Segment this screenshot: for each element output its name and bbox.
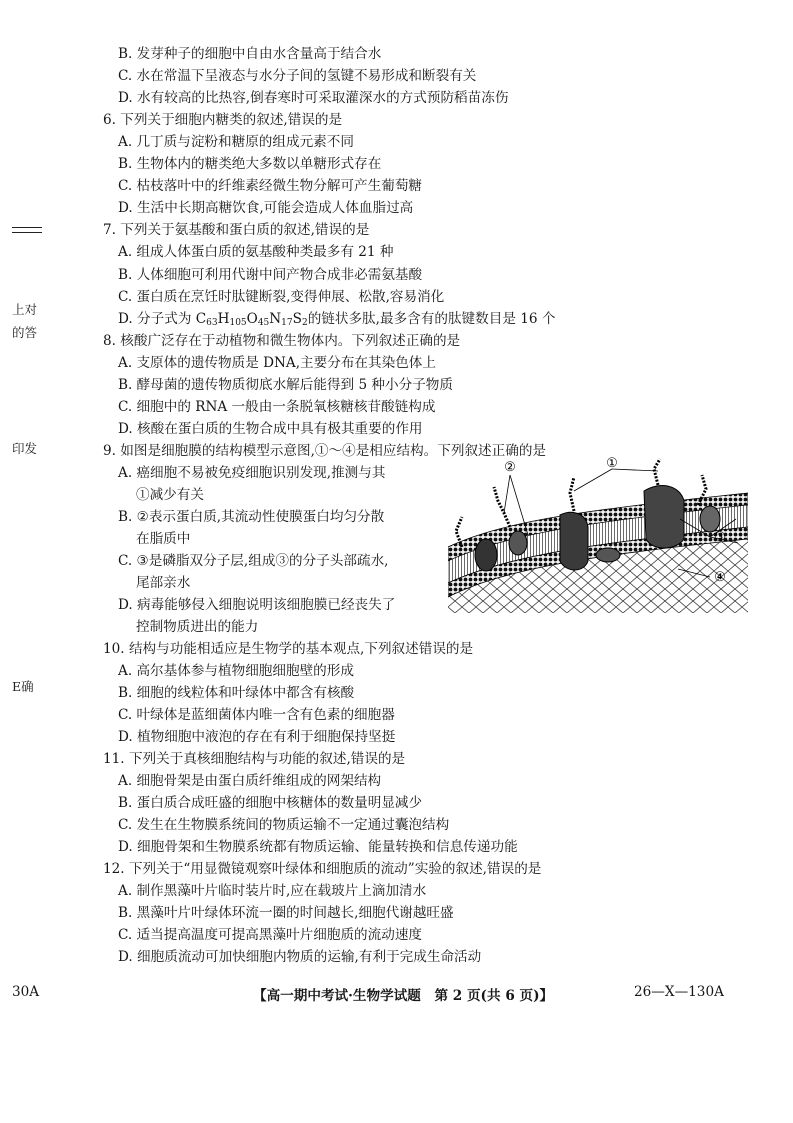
q11-option-a: A. 细胞骨架是由蛋白质纤维组成的网架结构: [118, 773, 382, 789]
sugar-chain-2: [570, 477, 574, 511]
protein-mid: [596, 548, 620, 562]
q7-option-a: A. 组成人体蛋白质的氨基酸种类最多有 21 种: [118, 244, 394, 260]
q8-option-b: B. 酵母菌的遗传物质彻底水解后能得到 5 种小分子物质: [118, 377, 453, 393]
formula-s: S: [292, 311, 302, 327]
q7-d-suffix: 的链状多肽,最多含有的肽键数目是 16 个: [307, 311, 556, 327]
q9-option-a-cont: ①减少有关: [136, 487, 204, 503]
formula-h: H: [217, 311, 230, 327]
figure-label-4: ④: [714, 570, 726, 585]
formula-n: N: [269, 311, 282, 327]
q9-option-c-cont: 尾部亲水: [136, 575, 191, 591]
formula-s-sub: 2: [301, 318, 308, 328]
q10-option-d: D. 植物细胞中液泡的存在有利于细胞保持坚挺: [118, 729, 396, 745]
q9-option-d: D. 病毒能够侵入细胞说明该细胞膜已经丧失了: [118, 597, 396, 613]
q5-option-c: C. 水在常温下呈液态与水分子间的氢键不易形成和断裂有关: [118, 68, 477, 84]
figure-label-2: ②: [504, 460, 516, 475]
channel-protein: [644, 486, 684, 548]
protein-embedded: [509, 531, 527, 555]
q6-option-b: B. 生物体内的糖类绝大多数以单糖形式存在: [118, 156, 382, 172]
q6-option-d: D. 生活中长期高糖饮食,可能会造成人体血脂过高: [118, 200, 414, 216]
formula-h-sub: 105: [229, 318, 247, 328]
formula-c-sub: 63: [206, 318, 218, 328]
margin-text-3: 印发: [12, 441, 38, 456]
figure-label-3: ③: [714, 530, 726, 545]
q8-option-a: A. 支原体的遗传物质是 DNA,主要分布在其染色体上: [118, 355, 436, 371]
q8-option-d: D. 核酸在蛋白质的生物合成中具有极其重要的作用: [118, 421, 423, 437]
footer-page-info: 【高一期中考试·生物学试题 第 2 页(共 6 页)】: [253, 988, 554, 1004]
q9-option-b: B. ②表示蛋白质,其流动性使膜蛋白均匀分散: [118, 509, 385, 525]
protein-left: [475, 539, 497, 571]
q7-option-d: [118, 310, 555, 328]
q10-option-b: B. 细胞的线粒体和叶绿体中都含有核酸: [118, 685, 355, 701]
q10-option-c: C. 叶绿体是蓝细菌体内唯一含有色素的细胞器: [118, 707, 395, 723]
q8-stem: 8. 核酸广泛存在于动植物和微生物体内。下列叙述正确的是: [103, 333, 461, 349]
q12-option-d: D. 细胞质流动可加快细胞内物质的运输,有利于完成生命活动: [118, 949, 482, 965]
q12-option-b: B. 黑藻叶片叶绿体环流一圈的时间越长,细胞代谢越旺盛: [118, 905, 454, 921]
q6-option-a: A. 几丁质与淀粉和糖原的组成元素不同: [118, 134, 354, 150]
transmembrane-protein: [560, 512, 588, 570]
q8-option-c: C. 细胞中的 RNA 一般由一条脱氧核糖核苷酸链构成: [118, 399, 436, 415]
q5-option-d: D. 水有较高的比热容,倒春寒时可采取灌深水的方式预防稻苗冻伤: [118, 90, 509, 106]
q7-option-c: C. 蛋白质在烹饪时肽键断裂,变得伸展、松散,容易消化: [118, 289, 445, 305]
q7-option-b: B. 人体细胞可利用代谢中间产物合成非必需氨基酸: [118, 267, 423, 283]
q9-option-d-cont: 控制物质进出的能力: [136, 619, 259, 635]
formula-o: O: [246, 311, 258, 327]
sugar-chain-5: [456, 517, 462, 547]
q6-option-c: C. 枯枝落叶中的纤维素经微生物分解可产生葡萄糖: [118, 178, 423, 194]
q11-option-d: D. 细胞骨架和生物膜系统都有物质运输、能量转换和信息传递功能: [118, 839, 518, 855]
formula-n-sub: 17: [281, 318, 293, 328]
formula-o-sub: 45: [257, 318, 270, 328]
footer-left-code: 30A: [12, 984, 40, 1000]
sugar-chain-1: [494, 487, 510, 527]
q11-option-b: B. 蛋白质合成旺盛的细胞中核糖体的数量明显减少: [118, 795, 423, 811]
figure-label-1: ①: [606, 457, 618, 471]
q11-stem: 11. 下列关于真核细胞结构与功能的叙述,错误的是: [103, 751, 406, 767]
q5-option-b: B. 发芽种子的细胞中自由水含量高于结合水: [118, 46, 382, 62]
q9-option-a: A. 癌细胞不易被免疫细胞识别发现,推测与其: [118, 465, 386, 481]
margin-text-1: 上对: [12, 302, 38, 317]
margin-dash: [12, 227, 42, 233]
q10-option-a: A. 高尔基体参与植物细胞细胞壁的形成: [118, 663, 354, 679]
protein-right: [700, 506, 720, 532]
q9-stem: 9. 如图是细胞膜的结构模型示意图,①～④是相应结构。下列叙述正确的是: [103, 443, 547, 459]
q9-option-b-cont: 在脂质中: [136, 531, 191, 547]
q7-d-prefix: D. 分子式为 C: [118, 311, 207, 327]
membrane-figure: [448, 457, 748, 613]
q12-option-a: A. 制作黑藻叶片临时装片时,应在载玻片上滴加清水: [118, 883, 427, 899]
q9-option-c: C. ③是磷脂双分子层,组成③的分子头部疏水,: [118, 553, 389, 569]
q6-stem: 6. 下列关于细胞内糖类的叙述,错误的是: [103, 112, 343, 128]
q12-stem: 12. 下列关于“用显微镜观察叶绿体和细胞质的流动”实验的叙述,错误的是: [103, 861, 542, 877]
q11-option-c: C. 发生在生物膜系统间的物质运输不一定通过囊泡结构: [118, 817, 450, 833]
q10-stem: 10. 结构与功能相适应是生物学的基本观点,下列叙述错误的是: [103, 641, 474, 657]
q12-option-c: C. 适当提高温度可提高黑藻叶片细胞质的流动速度: [118, 927, 423, 943]
q7-stem: 7. 下列关于氨基酸和蛋白质的叙述,错误的是: [103, 222, 370, 238]
sugar-chain-3: [654, 459, 660, 485]
margin-text-2: 的答: [12, 325, 38, 340]
footer-right-code: 26—X—130A: [634, 984, 724, 1000]
margin-text-4: E确: [12, 679, 34, 694]
